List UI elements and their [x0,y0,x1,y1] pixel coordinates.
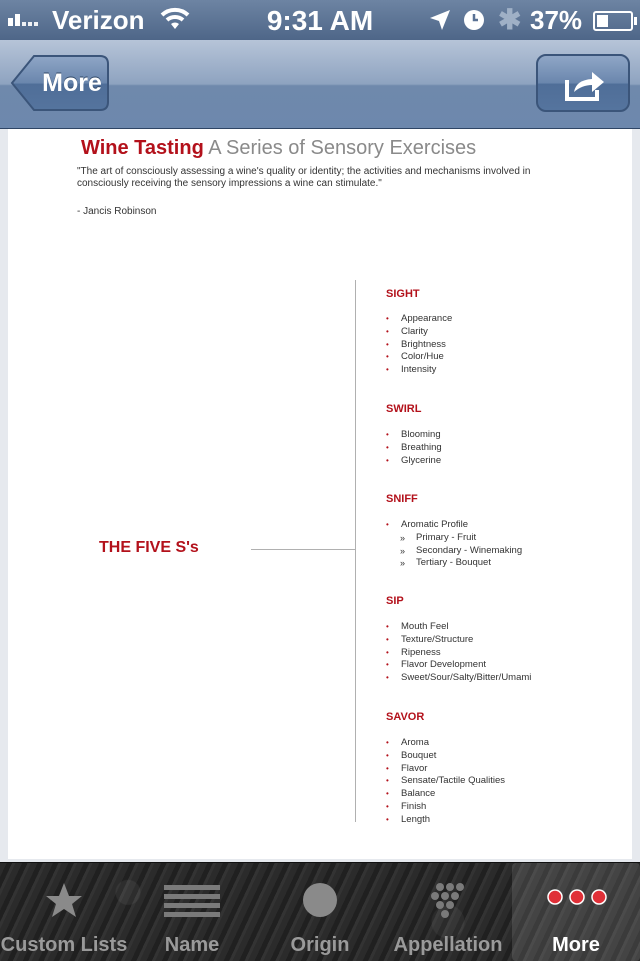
quote-text: "The art of consciously assessing a wine's quality or identity; the activities and mechanisms involved in consciously receiving the sensory impressions a wine can stimulate." [77,166,531,189]
tab-label: More [552,934,600,956]
tab-label: Name [164,934,220,956]
share-icon [564,68,606,102]
list-item: • Aroma [386,737,429,748]
bluetooth-icon: ✱ [498,4,522,35]
globe-icon [256,879,384,919]
diagram-vertical-line [355,280,356,822]
tab-more[interactable] [512,863,640,961]
list-item: • Bouquet [386,749,437,761]
quote-attribution: - Jancis Robinson [77,206,157,217]
list-item: • Intensity [386,364,437,376]
document-viewer[interactable] [0,129,640,862]
diagram-connector-line [251,549,355,550]
document-page [8,129,632,859]
list-item: • Balance [386,788,436,800]
navigation-bar [0,40,640,129]
tab-label: Origin [290,934,350,956]
back-button[interactable] [10,54,110,112]
list-item: • Glycerine [386,454,442,466]
clock-time: 9:31 AM [266,5,374,36]
section-sip [386,594,532,684]
title-bold: Wine Tasting [81,137,204,159]
section-savor [386,710,506,825]
grapes-icon [384,879,512,919]
item-list [386,519,522,570]
item-list [386,621,531,685]
tab-custom-lists[interactable] [0,863,128,961]
sub-list-item: » Tertiary - Bouquet [400,557,491,569]
sub-list-item: » Secondary - Winemaking [400,544,523,556]
section-swirl [386,402,442,466]
section-sniff [386,492,523,569]
tab-label: Appellation [393,934,503,956]
list-icon [128,879,256,919]
document-title [81,137,476,160]
section-title: SIGHT [386,288,420,300]
list-item: • Appearance [386,313,453,324]
item-list [386,737,505,827]
list-item: • Ripeness [386,646,441,658]
sub-list-item: » Primary - Fruit [400,531,477,543]
battery-icon [593,11,633,31]
back-button-label: More [42,69,102,97]
item-list [386,313,452,377]
list-item: • Texture/Structure [386,633,474,645]
tab-label: Custom Lists [0,934,128,956]
list-item: • Sensate/Tactile Qualities [386,775,506,787]
section-title: SNIFF [386,493,418,505]
tab-origin[interactable] [256,863,384,961]
list-item: • Aromatic Profile [386,519,469,530]
carrier-name: Verizon [52,5,145,35]
five-s-label: THE FIVE S's [99,539,199,556]
tab-name[interactable] [128,863,256,961]
list-item: • Length [386,813,431,825]
item-list [386,429,442,467]
section-title: SAVOR [386,711,425,723]
section-sight [386,287,453,376]
title-subtitle: A Series of Sensory Exercises [208,137,477,159]
section-title: SWIRL [386,403,422,415]
list-item: • Sweet/Sour/Salty/Bitter/Umami [386,672,532,684]
list-item: • Flavor Development [386,659,487,671]
list-item: • Brightness [386,338,446,350]
location-arrow-icon [428,8,452,32]
list-item: • Color/Hue [386,351,444,363]
list-item: • Clarity [386,325,428,337]
battery-percent: 37% [530,5,583,35]
more-dots-icon [512,879,640,919]
share-button[interactable] [536,54,630,112]
star-icon [0,879,128,919]
list-item: • Blooming [386,429,441,440]
tab-appellation[interactable] [384,863,512,961]
list-item: • Flavor [386,762,428,774]
alarm-clock-icon [462,8,486,32]
list-item: • Finish [386,800,427,812]
section-title: SIP [386,595,404,607]
status-bar [0,0,640,40]
list-item: • Breathing [386,441,442,453]
list-item: • Mouth Feel [386,621,449,632]
tab-bar [0,862,640,961]
